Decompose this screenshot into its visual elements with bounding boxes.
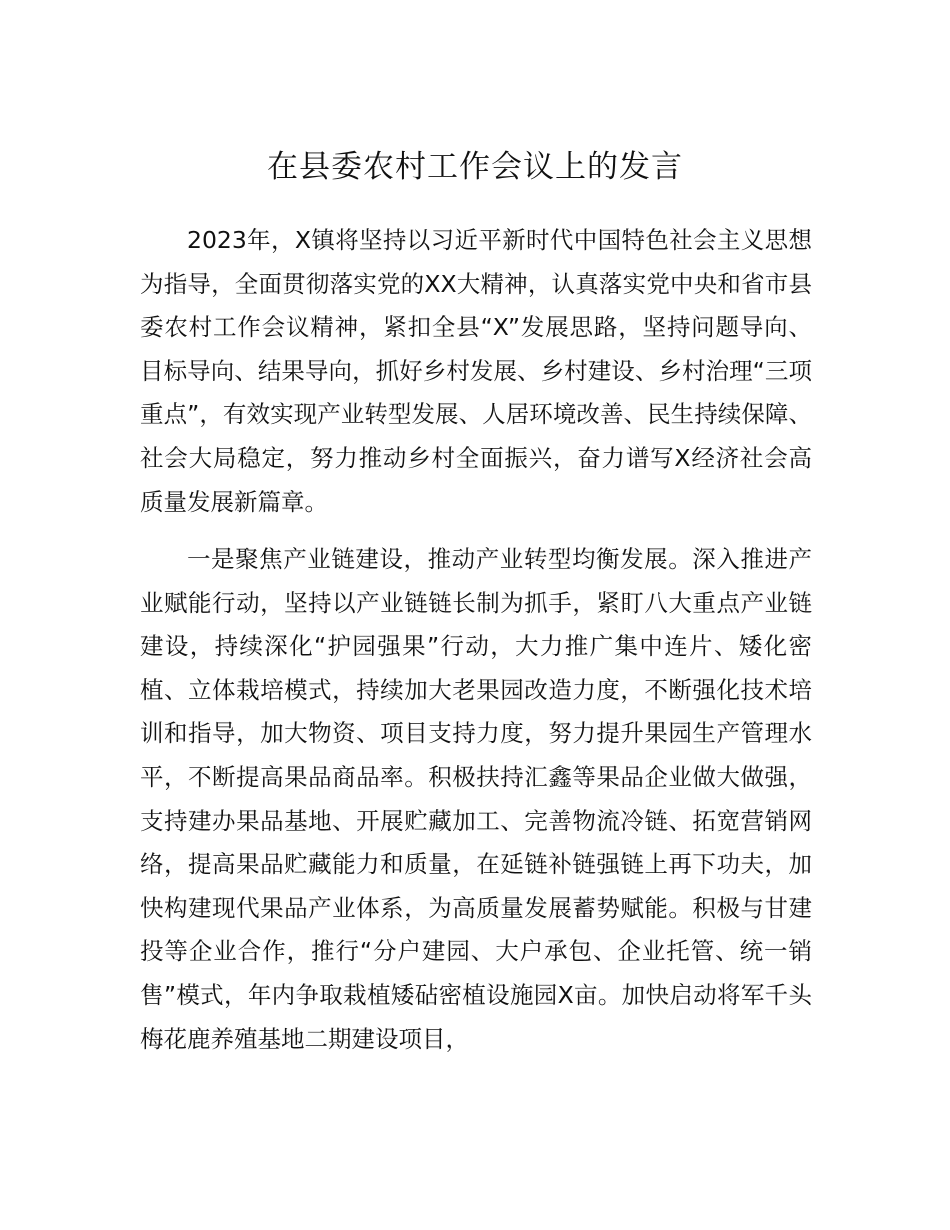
- document-title: 在县委农村工作会议上的发言: [267, 149, 683, 185]
- paragraph-industry-chain: 一是聚焦产业链建设，推动产业转型均衡发展。深入推进产业赋能行动，坚持以产业链链长制为抓手，紧盯八大重点产业链建设，持续深化“护园强果”行动，大力推广集中连片、矮化密植、立体栽培模式，持续加大老果园改造力度，不断强化技术培训和指导，加大物资、项目支持力度，努力提升果园生产管理水平，不断提高果品商品率。积极扶持汇鑫等果品企业做大做强，支持建办果品基地、开展贮藏加工、完善物流冷链、拓宽营销网络，提高果品贮藏能力和质量，在延链补链强链上再下功夫，加快构建现代果品产业体系，为高质量发展蓄势赋能。积极与甘建投等企业合作，推行“分户建园、大户承包、企业托管、统一销售”模式，年内争取栽植矮砧密植设施园X亩。加快启动将军千头梅花鹿养殖基地二期建设项目，: [140, 545, 812, 1053]
- paragraph-intro: 2023年，X镇将坚持以习近平新时代中国特色社会主义思想为指导，全面贯彻落实党的XX大精神，认真落实党中央和省市县委农村工作会议精神，紧扣全县“X”发展思路，坚持问题导向、目标导向、结果导向，抓好乡村发展、乡村建设、乡村治理“三项重点”，有效实现产业转型发展、人居环境改善、民生持续保障、社会大局稳定，努力推动乡村全面振兴，奋力谱写X经济社会高质量发展新篇章。: [140, 226, 812, 516]
